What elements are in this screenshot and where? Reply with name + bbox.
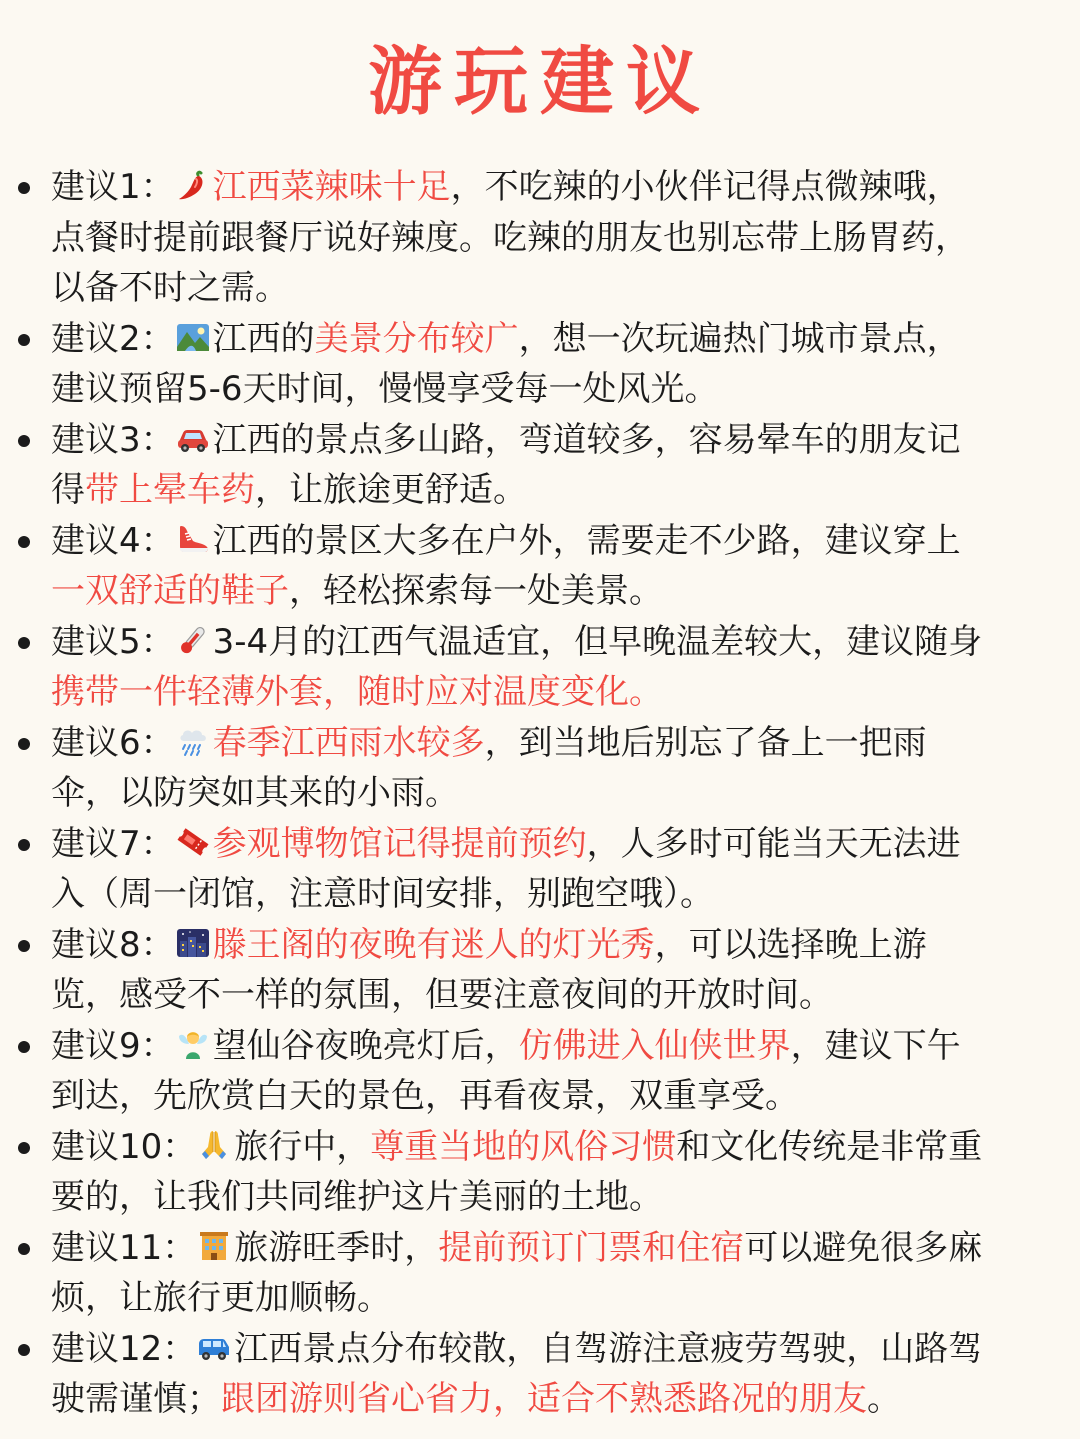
tip-label: 建议10： [51, 1126, 197, 1167]
tip-line [51, 1324, 1052, 1375]
rain-cloud-icon [175, 723, 211, 759]
tip-line [51, 1273, 1052, 1324]
tip-text: ，想一次玩遍热门城市景点， [518, 318, 961, 359]
bullet-dot [18, 839, 30, 851]
tip-line [51, 718, 1052, 769]
tip-item [0, 617, 1080, 718]
tip-text: 以备不时之需。 [51, 268, 289, 308]
tip-text: 江西的 [212, 318, 315, 359]
tip-text: 江西景点分布较散，自驾游注意疲劳驾驶，山路驾 [234, 1328, 983, 1369]
highlighted-text: 仿佛进入仙侠世界 [518, 1025, 791, 1066]
tip-item [0, 516, 1080, 617]
tip-label: 建议11： [51, 1227, 197, 1268]
tip-item [0, 415, 1080, 516]
bullet-dot [18, 1243, 30, 1255]
sneaker-icon [175, 521, 211, 557]
tip-item [0, 1223, 1080, 1324]
tip-line [51, 1071, 1052, 1122]
tip-line [51, 768, 1052, 819]
tip-text: ，轻松探索每一处美景。 [289, 571, 663, 611]
tip-text: 驶需谨慎； [51, 1379, 221, 1419]
tip-label: 建议7： [51, 823, 175, 864]
tip-label: 建议8： [51, 924, 175, 965]
bullet-dot [18, 435, 30, 447]
highlighted-text: 尊重当地的风俗习惯 [370, 1126, 677, 1167]
tip-item [0, 920, 1080, 1021]
bullet-dot [18, 1344, 30, 1356]
tip-text: 到达，先欣赏白天的景色，再看夜景，双重享受。 [51, 1076, 799, 1116]
tip-line [51, 364, 1052, 415]
tip-line [51, 1223, 1052, 1274]
tip-text: 入（周一闭馆，注意时间安排，别跑空哦）。 [51, 874, 714, 914]
tip-line [51, 566, 1052, 617]
tip-line [51, 869, 1052, 920]
tip-line [51, 1021, 1052, 1072]
tip-line [51, 1374, 1052, 1425]
tip-text: ，可以选择晚上游 [654, 924, 927, 965]
tip-text: 江西的景区大多在户外，需要走不少路，建议穿上 [212, 520, 961, 561]
tip-text: 旅行中， [234, 1126, 371, 1167]
thermometer-icon [175, 622, 211, 658]
tip-item [0, 1021, 1080, 1122]
tip-line [51, 970, 1052, 1021]
tip-line [51, 162, 1052, 213]
highlighted-text: 带上晕车药 [85, 470, 255, 510]
highlighted-text: 参观博物馆记得提前预约 [212, 823, 587, 864]
tips-list [0, 162, 1080, 1425]
highlighted-text: 携带一件轻薄外套，随时应对温度变化。 [51, 672, 663, 712]
tip-item [0, 718, 1080, 819]
tip-text: ，到当地后别忘了备上一把雨 [484, 722, 927, 763]
highlighted-text: 一双舒适的鞋子 [51, 571, 289, 611]
tip-text: 点餐时提前跟餐厅说好辣度。吃辣的朋友也别忘带上肠胃药， [51, 217, 969, 258]
tip-text: 。 [867, 1379, 901, 1419]
tip-line [51, 920, 1052, 971]
tip-line [51, 213, 1052, 264]
tip-label: 建议12： [51, 1328, 197, 1369]
bullet-dot [18, 182, 30, 194]
fairy-icon [175, 1026, 211, 1062]
tip-text: 要的，让我们共同维护这片美丽的土地。 [51, 1177, 663, 1217]
tip-line [51, 263, 1052, 314]
bullet-dot [18, 334, 30, 346]
tip-text: 旅游旺季时， [234, 1227, 439, 1268]
tip-text: 和文化传统是非常重 [676, 1126, 983, 1167]
tip-label: 建议2： [51, 318, 175, 359]
tip-label: 建议6： [51, 722, 175, 763]
tip-label: 建议9： [51, 1025, 175, 1066]
bullet-dot [18, 1142, 30, 1154]
tip-item [0, 1122, 1080, 1223]
night-city-icon [175, 925, 211, 961]
bullet-dot [18, 940, 30, 952]
tip-line [51, 667, 1052, 718]
tip-text: 得 [51, 470, 85, 510]
tip-line [51, 1122, 1052, 1173]
tip-text: 江西的景点多山路，弯道较多，容易晕车的朋友记 [212, 419, 961, 460]
highlighted-text: 跟团游则省心省力，适合不熟悉路况的朋友 [221, 1379, 867, 1419]
tip-text: ，人多时可能当天无法进 [586, 823, 961, 864]
tip-text: ，建议下午 [790, 1025, 961, 1066]
tip-label: 建议5： [51, 621, 175, 662]
tip-text: 览，感受不一样的氛围，但要注意夜间的开放时间。 [51, 975, 833, 1015]
tip-item [0, 1324, 1080, 1425]
tip-text: ，不吃辣的小伙伴记得点微辣哦， [450, 167, 961, 207]
tip-text: 烦，让旅行更加顺畅。 [51, 1278, 391, 1318]
tip-text: 3-4月的江西气温适宜，但早晚温差较大，建议随身 [212, 621, 983, 662]
tip-line [51, 819, 1052, 870]
bullet-dot [18, 738, 30, 750]
tip-item [0, 314, 1080, 415]
bullet-dot [18, 1041, 30, 1053]
hotel-icon [196, 1228, 232, 1264]
tip-label: 建议1： [51, 167, 175, 207]
tip-text: 伞，以防突如其来的小雨。 [51, 773, 459, 813]
ticket-icon [175, 824, 211, 860]
landscape-photo-icon [175, 319, 211, 355]
highlighted-text: 春季江西雨水较多 [212, 722, 485, 763]
tip-item [0, 819, 1080, 920]
tip-text: ，让旅途更舒适。 [255, 470, 527, 510]
chili-pepper-icon [175, 167, 211, 203]
highlighted-text: 江西菜辣味十足 [212, 167, 451, 207]
tip-line [51, 415, 1052, 466]
tip-text: 可以避免很多麻 [744, 1227, 983, 1268]
folded-hands-icon [196, 1127, 232, 1163]
bullet-dot [18, 536, 30, 548]
tip-text: 建议预留5-6天时间，慢慢享受每一处风光。 [51, 369, 719, 409]
tip-line [51, 465, 1052, 516]
highlighted-text: 滕王阁的夜晚有迷人的灯光秀 [212, 924, 655, 965]
bullet-dot [18, 637, 30, 649]
tip-text: 望仙谷夜晚亮灯后， [212, 1025, 519, 1066]
tip-label: 建议4： [51, 520, 175, 561]
tip-item [0, 162, 1080, 314]
tip-line [51, 314, 1052, 365]
car-icon [175, 420, 211, 456]
tip-label: 建议3： [51, 419, 175, 460]
page-title: 游玩建议 [368, 39, 712, 125]
tip-line [51, 516, 1052, 567]
highlighted-text: 提前预订门票和住宿 [438, 1227, 745, 1268]
tip-line [51, 617, 1052, 668]
highlighted-text: 美景分布较广 [314, 318, 519, 359]
suv-icon [196, 1329, 232, 1365]
tip-line [51, 1172, 1052, 1223]
